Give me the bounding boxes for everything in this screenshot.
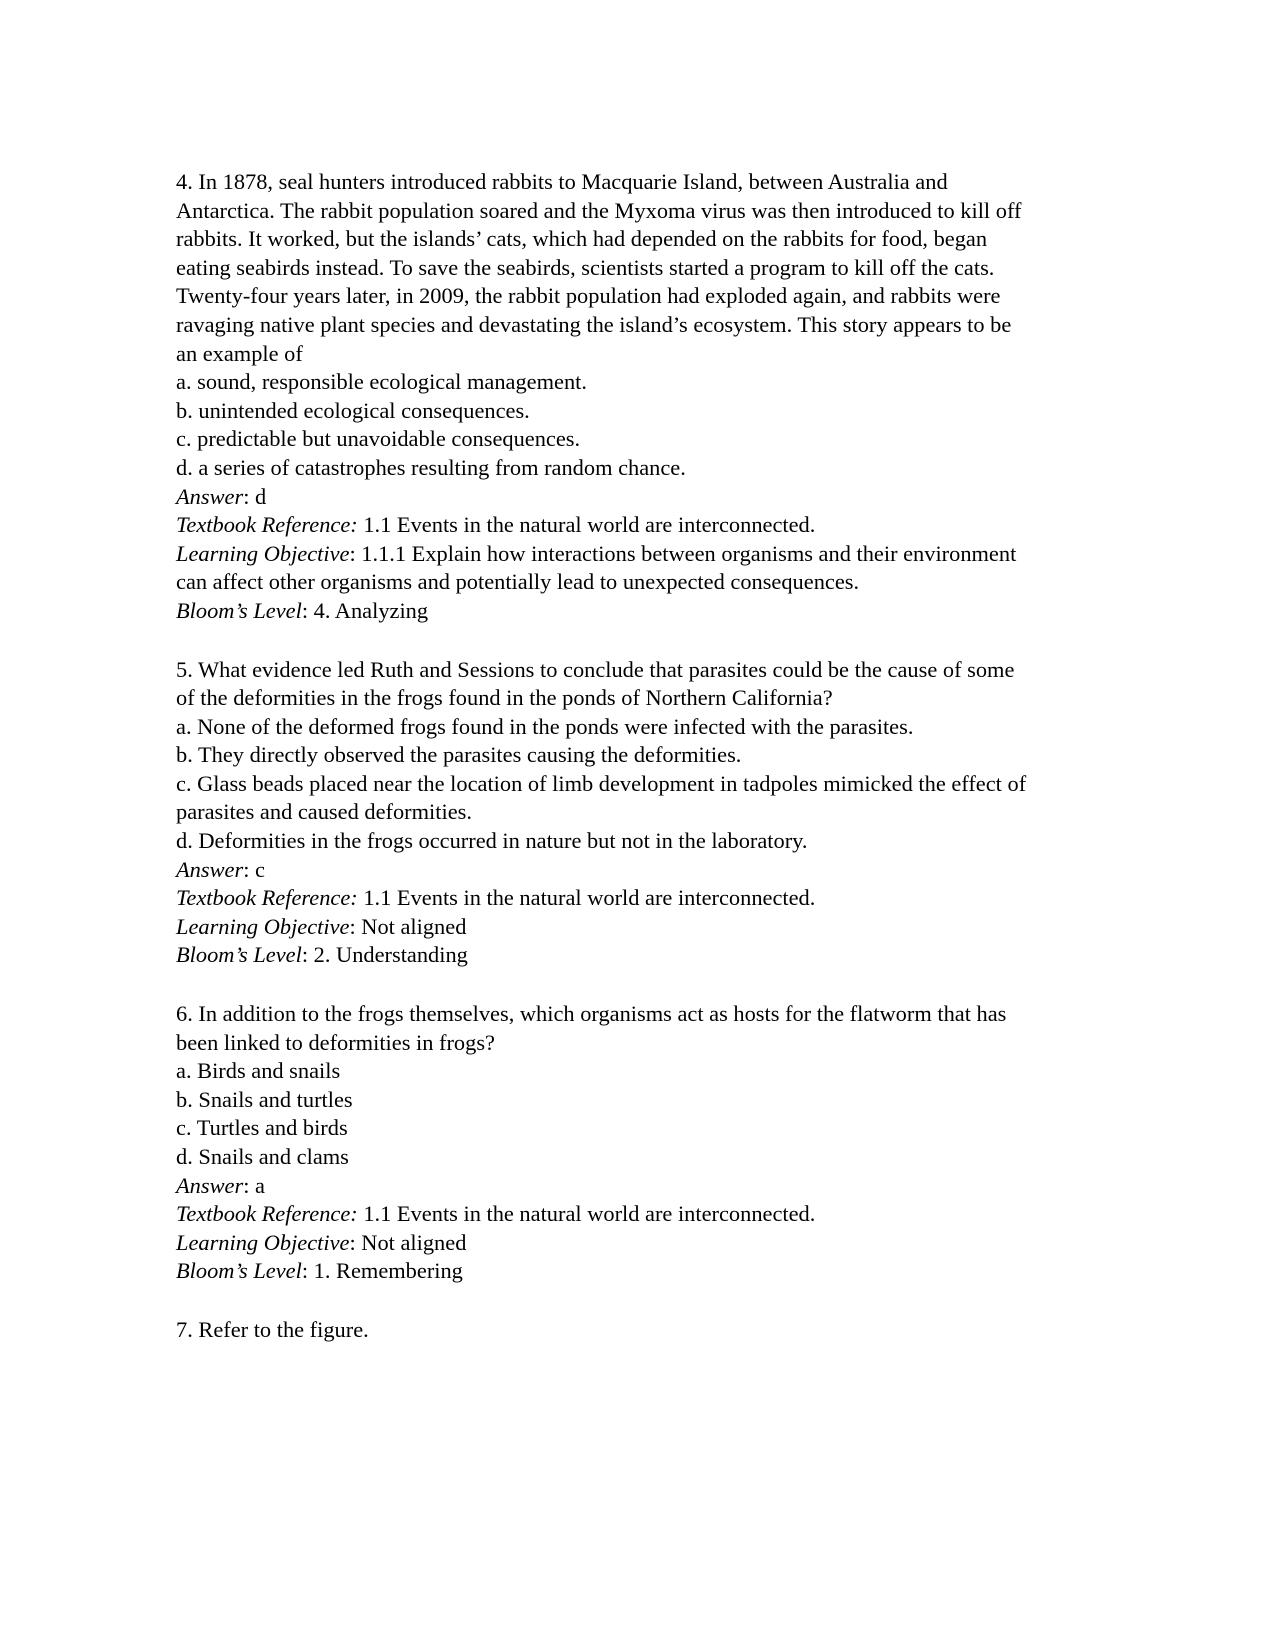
learning-objective-value: : 1.1.1 Explain how interactions between organisms and their environment can affect other organisms and potentially lead to unexpected consequences. — [176, 540, 1017, 595]
question-stem: 6. In addition to the frogs themselves, which organisms act as hosts for the flatworm that has been linked to deformities in frogs? — [176, 1001, 1007, 1055]
bloom-level-value: : 4. Analyzing — [301, 597, 429, 623]
textbook-reference-value: 1.1 Events in the natural world are interconnected. — [357, 885, 816, 911]
textbook-reference-label: Textbook Reference: — [176, 1201, 358, 1227]
answer-line — [176, 1172, 1038, 1201]
answer-label: Answer — [176, 1172, 244, 1198]
answer-value: : d — [243, 483, 267, 509]
answer-line — [176, 483, 1038, 512]
answer-value: : a — [243, 1172, 265, 1198]
bloom-level-label: Bloom’s Level — [176, 942, 302, 968]
textbook-reference-line — [176, 511, 1038, 540]
question-option-a: a. Birds and snails — [176, 1058, 341, 1084]
question-option-a: a. sound, responsible ecological management. — [176, 369, 587, 395]
answer-label: Answer — [176, 856, 244, 882]
learning-objective-label: Learning Objective — [176, 1229, 350, 1255]
bloom-level-value: : 2. Understanding — [301, 942, 468, 968]
question-option-c: c. predictable but unavoidable consequences. — [176, 426, 581, 452]
textbook-reference-value: 1.1 Events in the natural world are interconnected. — [357, 512, 816, 538]
textbook-reference-line — [176, 884, 1038, 913]
learning-objective-value: : Not aligned — [349, 913, 467, 939]
answer-value: : c — [243, 856, 265, 882]
bloom-level-line — [176, 1257, 1038, 1286]
question-option-b: b. Snails and turtles — [176, 1086, 353, 1112]
learning-objective-label: Learning Objective — [176, 913, 350, 939]
learning-objective-value: : Not aligned — [349, 1229, 467, 1255]
answer-line — [176, 856, 1038, 885]
question-block-6 — [176, 1000, 1038, 1286]
question-block-4 — [176, 168, 1038, 626]
bloom-level-label: Bloom’s Level — [176, 597, 302, 623]
question-block-7 — [176, 1316, 1038, 1345]
learning-objective-line — [176, 540, 1038, 597]
learning-objective-line — [176, 913, 1038, 942]
answer-label: Answer — [176, 483, 244, 509]
question-option-b: b. They directly observed the parasites causing the deformities. — [176, 742, 742, 768]
question-stem: 5. What evidence led Ruth and Sessions to conclude that parasites could be the cause of some of the deformities in the frogs found in the ponds of Northern California? — [176, 656, 1015, 711]
question-option-a: a. None of the deformed frogs found in the ponds were infected with the parasites. — [176, 713, 914, 739]
question-option-c: c. Turtles and birds — [176, 1115, 348, 1141]
question-option-d: d. a series of catastrophes resulting from random chance. — [176, 454, 686, 480]
learning-objective-line — [176, 1229, 1038, 1258]
question-option-b: b. unintended ecological consequences. — [176, 397, 530, 423]
question-option-d: d. Deformities in the frogs occurred in nature but not in the laboratory. — [176, 828, 808, 854]
textbook-reference-value: 1.1 Events in the natural world are interconnected. — [357, 1201, 816, 1227]
textbook-reference-label: Textbook Reference: — [176, 885, 358, 911]
question-stem: 4. In 1878, seal hunters introduced rabbits to Macquarie Island, between Australia and Antarctica. The rabbit population soared and the Myxoma virus was then introduced to kill off rabbits. It worked, but the islands’ cats, which had depended on the rabbits for food, began eating seabirds instead. To save the seabirds, scientists started a program to kill off the cats. Twenty-four years later, in 2009, the rabbit population had exploded again, and rabbits were ravaging native plant species and devastating the island’s ecosystem. This story appears to be an example of — [176, 169, 1022, 366]
bloom-level-line — [176, 941, 1038, 970]
bloom-level-line — [176, 597, 1038, 626]
learning-objective-label: Learning Objective — [176, 540, 350, 566]
bloom-level-value: : 1. Remembering — [301, 1258, 463, 1284]
page-content — [176, 168, 1038, 1345]
question-option-d: d. Snails and clams — [176, 1144, 349, 1169]
bloom-level-label: Bloom’s Level — [176, 1258, 302, 1284]
textbook-reference-line — [176, 1200, 1038, 1229]
question-stem: 7. Refer to the figure. — [176, 1316, 369, 1342]
question-block-5 — [176, 656, 1038, 971]
textbook-reference-label: Textbook Reference: — [176, 512, 358, 538]
question-option-c: c. Glass beads placed near the location of limb development in tadpoles mimicked the effect of parasites and caused deformities. — [176, 770, 1027, 825]
